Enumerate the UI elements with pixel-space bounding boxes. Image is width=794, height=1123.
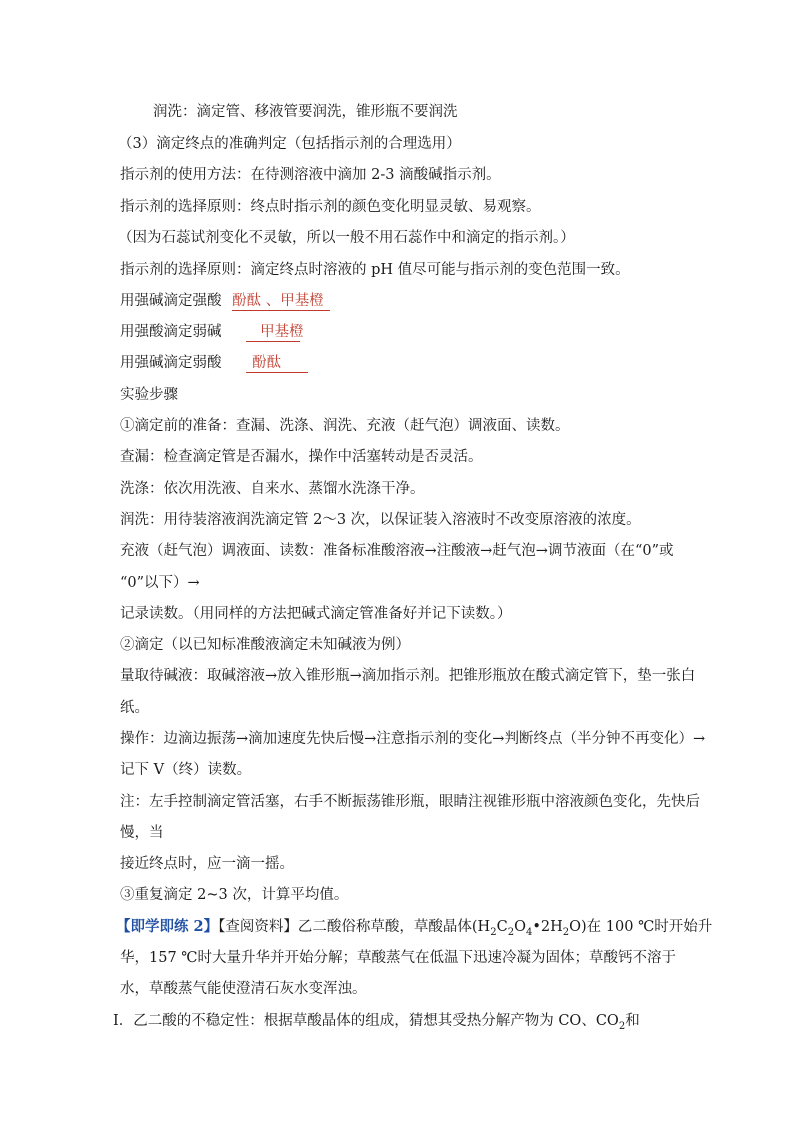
note-line-3: 接近终点时，应一滴一摇。 [120, 856, 294, 872]
row-label: 用强酸滴定弱碱 [120, 324, 222, 340]
step-3-repeat: ③重复滴定 2~3 次，计算平均值。 [120, 887, 349, 903]
answer-blank: 酚酞 、甲基橙 [232, 292, 330, 311]
exercise-2-line-2: 华，157 ℃时大量升华并开始分解；草酸蒸气在低温下迅速冷凝为固体；草酸钙不溶于 [120, 950, 677, 966]
strong-base-weak-acid-row [120, 353, 308, 373]
record-reading: 记录读数。（用同样的方法把碱式滴定管准备好并记下读数。） [120, 606, 512, 622]
litmus-note: （因为石蕊试剂变化不灵敏，所以一般不用石蕊作中和滴定的指示剂。） [118, 230, 575, 246]
washing: 洗涤：依次用洗液、自来水、蒸馏水洗涤干净。 [120, 481, 425, 497]
rinse-note: 润洗：滴定管、移液管要润洗，锥形瓶不要润洗 [153, 104, 458, 120]
exercise-tag: 【即学即练 2】 [116, 918, 219, 935]
note-line-2: 慢，当 [120, 825, 164, 841]
part-1-line: Ⅰ．乙二酸的不稳定性：根据草酸晶体的组成，猜想其受热分解产物为 CO、$CO_2$和 [113, 1013, 640, 1032]
strong-base-strong-acid-row [120, 291, 330, 311]
filling-line-1: 充液（赶气泡）调液面、读数：准备标准酸溶液→注酸液→赶气泡→调节液面（在“0”或 [120, 543, 674, 559]
filling-line-2: “0”以下）→ [120, 575, 200, 591]
experiment-steps-heading: 实验步骤 [120, 387, 178, 403]
row-label: 用强碱滴定强酸 [120, 293, 222, 309]
step-1-prep: ①滴定前的准备：查漏、洗涤、润洗、充液（赶气泡）调液面、读数。 [120, 418, 570, 434]
step-2-titration: ②滴定（以已知标准酸液滴定未知碱液为例） [120, 637, 410, 653]
measure-base-line-2: 纸。 [120, 700, 149, 716]
section-3-heading: （3）滴定终点的准确判定（包括指示剂的合理选用） [118, 136, 461, 152]
indicator-usage: 指示剂的使用方法：在待测溶液中滴加 2-3 滴酸碱指示剂。 [120, 167, 501, 183]
answer-blank: 酚酞 [246, 354, 308, 373]
note-line-1: 注：左手控制滴定管活塞，右手不断振荡锥形瓶，眼睛注视锥形瓶中溶液颜色变化，先快后 [120, 794, 700, 810]
answer-blank: 甲基橙 [246, 323, 300, 342]
operation-line-1: 操作：边滴边振荡→滴加速度先快后慢→注意指示剂的变化→判断终点（半分钟不再变化）→ [120, 731, 706, 747]
row-label: 用强碱滴定弱酸 [120, 355, 222, 371]
indicator-principle-2: 指示剂的选择原则：滴定终点时溶液的 pH 值尽可能与指示剂的变色范围一致。 [120, 262, 630, 278]
measure-base-line-1: 量取待碱液：取碱溶液→放入锥形瓶→滴加指示剂。把锥形瓶放在酸式滴定管下，垫一张白 [120, 668, 696, 684]
operation-line-2: 记下 V（终）读数。 [120, 762, 252, 778]
exercise-2-line-1: 【即学即练 2】【查阅资料】乙二酸俗称草酸，草酸晶体$(H_2C_2O_4•2H_2O)$在 100 ℃时开始升 [116, 918, 713, 938]
rinsing: 润洗：用待装溶液润洗滴定管 2～3 次，以保证装入溶液时不改变原溶液的浓度。 [120, 512, 641, 528]
leak-check: 查漏：检查滴定管是否漏水，操作中活塞转动是否灵活。 [120, 449, 483, 465]
exercise-2-line-3: 水，草酸蒸气能使澄清石灰水变浑浊。 [120, 981, 367, 997]
strong-acid-weak-base-row [120, 322, 304, 342]
indicator-principle-1: 指示剂的选择原则：终点时指示剂的颜色变化明显灵敏、易观察。 [120, 199, 541, 215]
